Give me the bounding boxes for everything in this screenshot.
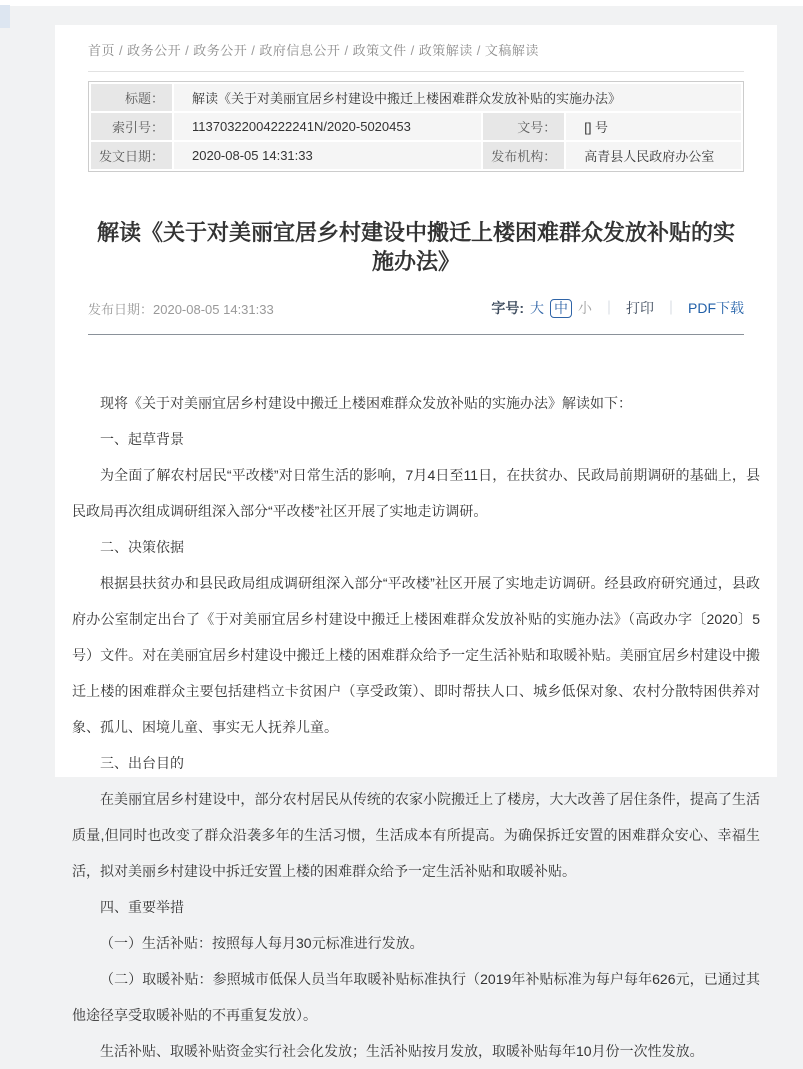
breadcrumb-item[interactable]: 政策解读	[418, 43, 473, 58]
left-accent-strip	[0, 5, 10, 28]
breadcrumb-item[interactable]: 政务公开	[127, 43, 182, 58]
breadcrumb-separator: /	[476, 43, 481, 58]
pdf-download-button[interactable]: PDF下载	[688, 300, 744, 317]
breadcrumb-separator: /	[251, 43, 256, 58]
article-paragraph: （一）生活补贴：按照每人每月30元标准进行发放。	[100, 935, 424, 952]
article-toolbar	[491, 298, 744, 318]
print-button[interactable]: 打印	[626, 300, 654, 317]
content-card	[55, 25, 777, 1060]
breadcrumb-divider	[88, 71, 744, 72]
breadcrumb-separator: /	[119, 43, 124, 58]
font-size-medium-button[interactable]: 中	[550, 299, 572, 318]
article-paragraph: 现将《关于对美丽宜居乡村建设中搬迁上楼困难群众发放补贴的实施办法》解读如下：	[100, 395, 632, 412]
article-body	[72, 385, 760, 1069]
breadcrumb-separator: /	[185, 43, 190, 58]
breadcrumb	[88, 25, 744, 59]
field-label: 发文日期：	[91, 142, 172, 169]
font-size-large-button[interactable]: 大	[530, 300, 544, 317]
field-label: 标题：	[91, 84, 172, 111]
article-paragraph: （二）取暖补贴：参照城市低保人员当年取暖补贴标准执行（2019年补贴标准为每户每年626元，已通过其他途径享受取暖补贴的不再重复发放）。	[72, 971, 760, 1024]
article-paragraph: 三、出台目的	[100, 755, 184, 772]
doc-meta-table	[88, 81, 744, 172]
table-row	[91, 84, 741, 111]
field-value: 高青县人民政府办公室	[566, 142, 741, 169]
breadcrumb-item[interactable]: 政府信息公开	[259, 43, 341, 58]
field-value: 11370322004222241N/2020-5020453	[174, 113, 481, 140]
page-title: 解读《关于对美丽宜居乡村建设中搬迁上楼困难群众发放补贴的实施办法》	[96, 220, 735, 274]
publish-date: 发布日期：2020-08-05 14:31:33	[88, 301, 274, 317]
field-label: 文号：	[483, 113, 564, 140]
breadcrumb-separator: /	[410, 43, 415, 58]
field-value: [] 号	[566, 113, 741, 140]
article-paragraph: 根据县扶贫办和县民政局组成调研组深入部分“平改楼”社区开展了实地走访调研。经县政府研究通过，县政府办公室制定出台了《于对美丽宜居乡村建设中搬迁上楼困难群众发放补贴的实施办法》（高政办字〔2020〕5号）文件。对在美丽宜居乡村建设中搬迁上楼的困难群众给予一定生活补贴和取暖补贴。美丽宜居乡村建设中搬迁上楼的困难群众主要包括建档立卡贫困户（享受政策）、即时帮扶人口、城乡低保对象、农村分散特困供养对象、孤儿、困境儿童、事实无人抚养儿童。	[72, 575, 760, 736]
breadcrumb-item[interactable]: 政策文件	[352, 43, 407, 58]
field-value: 解读《关于对美丽宜居乡村建设中搬迁上楼困难群众发放补贴的实施办法》	[174, 84, 741, 111]
article-paragraph: 生活补贴、取暖补贴资金实行社会化发放；生活补贴按月发放，取暖补贴每年10月份一次性发放。	[100, 1043, 704, 1060]
article-meta-row	[88, 298, 744, 318]
title-divider	[88, 334, 744, 335]
toolbar-separator: ｜	[602, 300, 616, 317]
article-paragraph: 四、重要举措	[100, 899, 184, 916]
top-strip	[0, 0, 803, 6]
field-value: 2020-08-05 14:31:33	[174, 142, 481, 169]
toolbar-separator: ｜	[664, 300, 678, 317]
article-paragraph: 为全面了解农村居民“平改楼”对日常生活的影响，7月4日至11日，在扶贫办、民政局前期调研的基础上，县民政局再次组成调研组深入部分“平改楼”社区开展了实地走访调研。	[72, 467, 760, 520]
article-paragraph: 一、起草背景	[100, 431, 184, 448]
breadcrumb-item[interactable]: 首页	[88, 43, 116, 58]
table-row	[91, 142, 741, 169]
article-paragraph: 二、决策依据	[100, 539, 184, 556]
article-paragraph: 在美丽宜居乡村建设中，部分农村居民从传统的农家小院搬迁上了楼房，大大改善了居住条件，提高了生活质量,但同时也改变了群众沿袭多年的生活习惯，生活成本有所提高。为确保拆迁安置的困难群众安心、幸福生活，拟对美丽乡村建设中拆迁安置上楼的困难群众给予一定生活补贴和取暖补贴。	[72, 791, 760, 880]
font-size-label: 字号:	[491, 300, 524, 317]
breadcrumb-item[interactable]: 文稿解读	[484, 43, 539, 58]
font-size-small-button[interactable]: 小	[578, 300, 592, 317]
table-row	[91, 113, 741, 140]
breadcrumb-separator: /	[344, 43, 349, 58]
field-label: 发布机构：	[483, 142, 564, 169]
field-label: 索引号：	[91, 113, 172, 140]
breadcrumb-item[interactable]: 政务公开	[193, 43, 248, 58]
